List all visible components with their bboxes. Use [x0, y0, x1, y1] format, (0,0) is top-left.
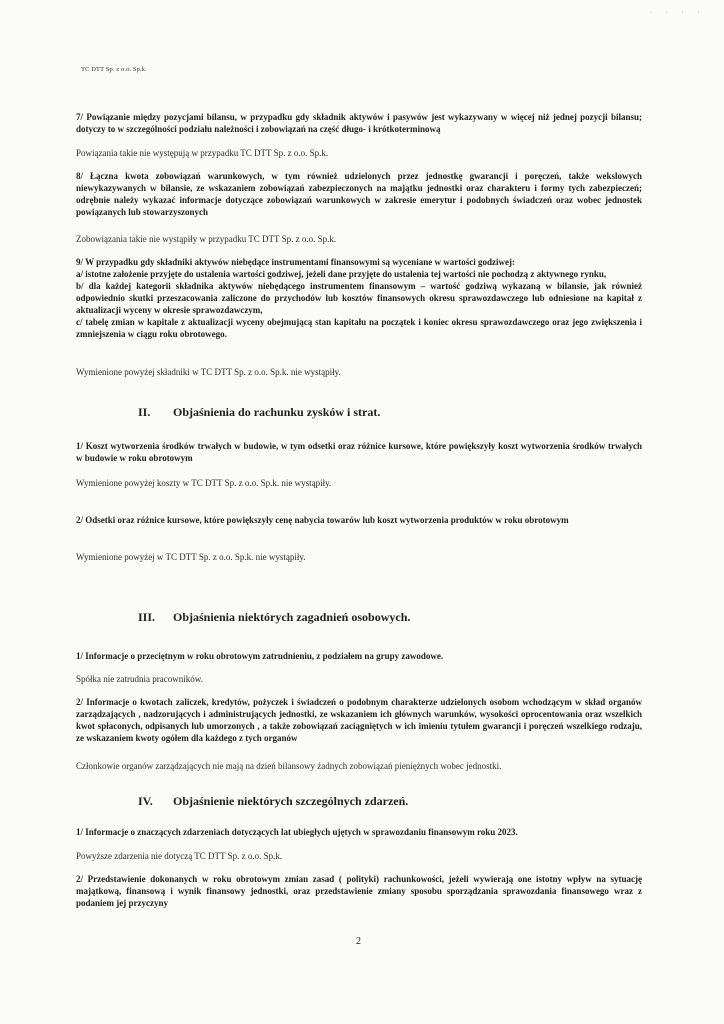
note-9	[76, 256, 642, 340]
section-iii-item-1-answer-wrap	[76, 673, 642, 685]
note-9-line-b: b/ dla każdej kategorii składnika aktywów niebędącego instrumentem finansowym – wartość godziwą wykazaną w bilansie, jak również odpowiednio skutki przeszacowania zaliczone do przychodów lub kosztów finansowych okresu sprawozdawczego lub odniesione na kapitał z aktualizacji wyceny w okresie sprawozdawczym,	[76, 281, 642, 315]
section-ii-item-1-answer-wrap	[76, 477, 642, 489]
note-9-line-c: c/ tabelę zmian w kapitale z aktualizacji wyceny obejmującą stan kapitału na początek i koniec okresu sprawozdawczego oraz jego zwiększenia i zmniejszenia w ciągu roku obrotowego.	[76, 317, 642, 339]
section-iv-heading	[138, 794, 408, 809]
section-ii-item-2	[76, 514, 642, 526]
section-iv-item-2	[76, 873, 642, 909]
section-ii-number: II.	[138, 405, 151, 419]
section-ii-item-1-question: 1/ Koszt wytworzenia środków trwałych w budowie, w tym odsetki oraz różnice kursowe, które powiększyły koszt wytworzenia środków trwałych w budowie w roku obrotowym	[76, 441, 642, 463]
section-iii-item-1	[76, 650, 642, 662]
note-7-answer-wrap	[76, 147, 642, 159]
note-9-question	[76, 256, 642, 340]
section-iv-item-1-question: 1/ Informacje o znaczących zdarzeniach dotyczących lat ubiegłych ujętych w sprawozdaniu finansowym roku 2023.	[76, 827, 518, 837]
section-iii-item-2	[76, 696, 642, 744]
section-ii-title: Objaśnienia do rachunku zysków i strat.	[173, 405, 381, 419]
section-iv-item-1-answer: Powyższe zdarzenia nie dotyczą TC DTT Sp. z o.o. Sp.k.	[76, 851, 283, 861]
section-iii-item-1-question: 1/ Informacje o przeciętnym w roku obrotowym zatrudnieniu, z podziałem na grupy zawodowe.	[76, 651, 444, 661]
section-ii-item-2-answer-wrap	[76, 551, 642, 563]
section-iii-item-1-answer: Spółka nie zatrudnia pracowników.	[76, 674, 203, 684]
note-8-question: 8/ Łączna kwota zobowiązań warunkowych, w tym również udzielonych przez jednostkę gwarancji i poręczeń, także wekslowych niewykazywanych w bilansie, ze wskazaniem zobowiązań zabezpieczonych na majątku jednostki oraz charakteru i formy tych zabezpieczeń; odrębnie należy wykazać informacje dotyczące zobowiązań warunkowych w zakresie emerytur i podobnych świadczeń oraz wobec jednostek powiązanych lub stowarzyszonych	[76, 171, 642, 217]
section-iv-number: IV.	[138, 794, 153, 808]
section-iii-number: III.	[138, 610, 156, 624]
section-ii-item-2-question: 2/ Odsetki oraz różnice kursowe, które powiększyły cenę nabycia towarów lub koszt wytworzenia produktów w roku obrotowym	[76, 515, 569, 525]
section-iii-item-2-question: 2/ Informacje o kwotach zaliczek, kredytów, pożyczek i świadczeń o podobnym charakterze udzielonych osobom wchodzącym w skład organów zarządzających , nadzorujących i administrujących jednostki, ze wskazaniem ich głównych warunków, wysokości oprocentowania oraz wszelkich kwot spłaconych, odpisanych lub umorzonych , a także zobowiązań zaciągniętych w ich imieniu tytułem gwarancji i poręczeń wszelkiego rodzaju, ze wskazaniem kwoty ogółem dla każdego z tych organów	[76, 697, 642, 743]
section-ii-item-2-answer: Wymienione powyżej w TC DTT Sp. z o.o. Sp.k. nie wystąpiły.	[76, 552, 306, 562]
page-number: 2	[356, 936, 361, 947]
note-8	[76, 170, 642, 218]
section-ii-item-1	[76, 440, 642, 464]
section-iii-item-2-answer: Członkowie organów zarządzających nie mają na dzień bilansowy żadnych zobowiązań pieniężnych wobec jednostki.	[76, 761, 502, 771]
note-7-question: 7/ Powiązanie między pozycjami bilansu, w przypadku gdy składnik aktywów i pasywów jest wykazywany w więcej niż jednej pozycji bilansu; dotyczy to w szczególności podziału należności i zobowiązań na część długo- i krótkoterminową	[76, 112, 642, 134]
note-8-answer: Zobowiązania takie nie wystąpiły w przypadku TC DTT Sp. z o.o. Sp.k.	[76, 234, 337, 244]
section-iv-item-1-answer-wrap	[76, 850, 642, 862]
scan-marks: ' ' ' '	[650, 10, 706, 20]
section-ii-heading	[138, 405, 380, 420]
section-iv-title: Objaśnienie niektórych szczególnych zdarzeń.	[173, 794, 409, 808]
section-iv-item-2-question: 2/ Przedstawienie dokonanych w roku obrotowym zmian zasad ( polityki) rachunkowości, jeżeli wywierają one istotny wpływ na sytuację majątkową, finansową i wynik finansowy jednostki, oraz przedstawienie zmiany sposobu sporządzania sprawozdania finansowego wraz z podaniem jej przyczyny	[76, 874, 642, 908]
section-iii-item-2-answer-wrap	[76, 760, 642, 772]
section-ii-item-1-answer: Wymienione powyżej koszty w TC DTT Sp. z o.o. Sp.k. nie wystąpiły.	[76, 478, 332, 488]
section-iii-title: Objaśnienia niektórych zagadnień osobowych.	[173, 610, 411, 624]
note-9-line: 9/ W przypadku gdy składniki aktywów niebędące instrumentami finansowymi są wyceniane w wartości godziwej:	[76, 257, 515, 267]
page-header-company: TC DTT Sp. z o.o. Sp.k.	[81, 66, 147, 73]
note-9-line-a: a/ istotne założenie przyjęte do ustalenia wartości godziwej, jeżeli dane przyjęte do ustalenia tej wartości nie pochodzą z aktywnego rynku,	[76, 269, 607, 279]
note-7	[76, 111, 642, 135]
note-9-answer-wrap	[76, 366, 642, 378]
section-iv-item-1	[76, 826, 642, 838]
note-9-answer: Wymienione powyżej składniki w TC DTT Sp. z o.o. Sp.k. nie wystąpiły.	[76, 367, 341, 377]
note-8-answer-wrap	[76, 233, 642, 245]
note-7-answer: Powiązania takie nie występują w przypadku TC DTT Sp. z o.o. Sp.k.	[76, 148, 329, 158]
section-iii-heading	[138, 610, 410, 625]
